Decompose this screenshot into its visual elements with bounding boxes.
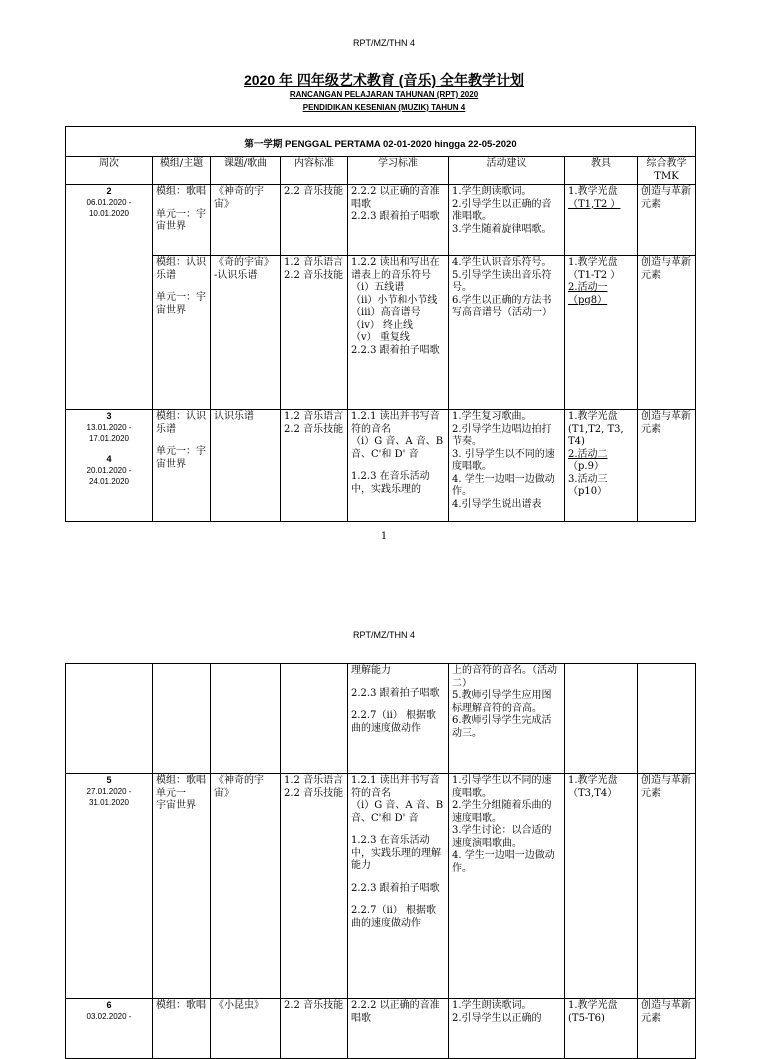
week-cell (66, 664, 153, 774)
tmk-cell (638, 664, 696, 774)
topic-cell: 《神奇的宇宙》 (211, 185, 281, 256)
column-header-learning-standard: 学习标准 (348, 157, 449, 185)
table-row (66, 185, 696, 256)
table-row (66, 256, 696, 410)
teaching-aids-cell: 1.教学光盘 （T1-T2 ） 2.活动一 （pg8） (565, 256, 638, 410)
document-subtitle-subject: PENDIDIKAN KESENIAN (MUZIK) TAHUN 4 (302, 103, 466, 112)
module-cell: 模组：歌唱 单元一：宇宙世界 (153, 185, 211, 256)
column-header-week: 周次 (66, 157, 153, 185)
table-row (66, 410, 696, 522)
activity-cell: 1.引导学生以不同的速度唱歌。 2.学生分组随着乐曲的速度唱歌。 3.学生讨论：以合适的速度演唱歌曲。 4. 学生一边唱一边做动作。 (449, 774, 565, 999)
content-standard-cell: 1.2 音乐语言 2.2 音乐技能 (281, 256, 348, 410)
tmk-cell: 创造与革新元素 (638, 999, 696, 1059)
rpt-table-page1 (65, 126, 696, 522)
module-cell: 模组：认识乐谱 单元一：宇宙世界 (153, 256, 211, 410)
column-header-module: 模组/主题 (153, 157, 211, 185)
topic-cell: 《神奇的宇宙》 (211, 774, 281, 999)
tmk-cell: 创造与革新元素 (638, 410, 696, 522)
column-header-topic: 课题/歌曲 (211, 157, 281, 185)
topic-cell (211, 664, 281, 774)
table-row (66, 774, 696, 999)
teaching-aids-cell (565, 664, 638, 774)
page-header: RPT/MZ/THN 4 (353, 630, 415, 640)
learning-standard-cell: 1.2.1 读出并书写音符的音名 （i）G 音、A 音、B 音、C'和 D' 音 1.2.3 在音乐活动中，实践乐理的理解能力 2.2.3 跟着拍子唱歌 2.2.7（ii） 根据歌曲的速度做动作 (348, 774, 449, 999)
teaching-aids-cell: 1.教学光盘 (T5-T6) (565, 999, 638, 1059)
tmk-cell: 创造与革新元素 (638, 774, 696, 999)
module-cell: 模组：歌唱 单元一 宇宙世界 (153, 774, 211, 999)
page-number: 1 (380, 531, 388, 542)
table-row (66, 664, 696, 774)
document-subtitle-malay: RANCANGAN PELAJARAN TAHUNAN (RPT) 2020 (289, 90, 479, 99)
teaching-aids-cell: 1.教学光盘 （T1,T2 ） (565, 185, 638, 256)
learning-standard-cell: 2.2.2 以正确的音准唱歌 (348, 999, 449, 1059)
module-cell (153, 664, 211, 774)
column-header-teaching-aids: 教具 (565, 157, 638, 185)
learning-standard-cell: 2.2.2 以正确的音准唱歌 2.2.3 跟着拍子唱歌 (348, 185, 449, 256)
topic-cell: 认识乐谱 (211, 410, 281, 522)
tmk-cell: 创造与革新元素 (638, 185, 696, 256)
module-cell: 模组：认识乐谱 单元一：宇宙世界 (153, 410, 211, 522)
activity-cell: 上的音符的音名。（活动二） 5.教师引导学生应用图标理解音符的音高。 6.教师引导学生完成活动三。 (449, 664, 565, 774)
teaching-aids-cell: 1.教学光盘 （T3,T4） (565, 774, 638, 999)
column-header-activity: 活动建议 (449, 157, 565, 185)
column-header-content-standard: 内容标准 (281, 157, 348, 185)
content-standard-cell: 1.2 音乐语言 2.2 音乐技能 (281, 410, 348, 522)
week-cell: 2 06.01.2020 - 10.01.2020 (66, 185, 153, 410)
rpt-table-page2 (65, 663, 696, 1059)
activity-cell: 4.学生认识音乐符号。 5.引导学生读出音乐符号。 6.学生以正确的方法书写高音谱号（活动一） (449, 256, 565, 410)
activity-cell: 1.学生朗读歌词。 2.引导学生以正确的 (449, 999, 565, 1059)
activity-cell: 1.学生复习歌曲。 2.引导学生边唱边拍打节奏。 3. 引导学生以不同的速度唱歌。 4. 学生一边唱一边做动作。 4.引导学生说出谱表 (449, 410, 565, 522)
content-standard-cell: 2.2 音乐技能 (281, 999, 348, 1059)
table-row (66, 999, 696, 1059)
content-standard-cell (281, 664, 348, 774)
topic-cell: 《小昆虫》 (211, 999, 281, 1059)
week-cell: 3 13.01.2020 - 17.01.2020 4 20.01.2020 - 24.01.2020 (66, 410, 153, 522)
page-header: RPT/MZ/THN 4 (353, 38, 415, 48)
topic-cell: 《奇的宇宙》 -认识乐谱 (211, 256, 281, 410)
learning-standard-cell: 1.2.2 读出和写出在谱表上的音乐符号 （i）五线谱 （ii）小节和小节线 （iii）高音谱号 （iv） 终止线 （v） 重复线 2.2.3 跟着拍子唱歌 (348, 256, 449, 410)
week-cell: 5 27.01.2020 - 31.01.2020 (66, 774, 153, 999)
activity-cell: 1.学生朗读歌词。 2.引导学生以正确的音准唱歌。 3.学生随着旋律唱歌。 (449, 185, 565, 256)
learning-standard-cell: 理解能力 2.2.3 跟着拍子唱歌 2.2.7（ii） 根据歌曲的速度做动作 (348, 664, 449, 774)
semester-banner: 第一学期 PENGGAL PERTAMA 02-01-2020 hingga 22-05-2020 (66, 127, 696, 157)
content-standard-cell: 2.2 音乐技能 (281, 185, 348, 256)
learning-standard-cell: 1.2.1 读出并书写音符的音名 （i）G 音、A 音、B 音、C'和 D' 音 1.2.3 在音乐活动中，实践乐理的 (348, 410, 449, 522)
content-standard-cell: 1.2 音乐语言 2.2 音乐技能 (281, 774, 348, 999)
tmk-cell: 创造与革新元素 (638, 256, 696, 410)
week-cell: 6 03.02.2020 - (66, 999, 153, 1059)
document-title: 2020 年 四年级艺术教育 (音乐) 全年教学计划 (243, 72, 525, 88)
teaching-aids-cell: 1.教学光盘 (T1,T2, T3, T4) 2.活动二 （p.9） 3.活动三 （p10） (565, 410, 638, 522)
module-cell: 模组：歌唱 (153, 999, 211, 1059)
column-header-tmk: 综合教学 TMK (638, 157, 696, 185)
